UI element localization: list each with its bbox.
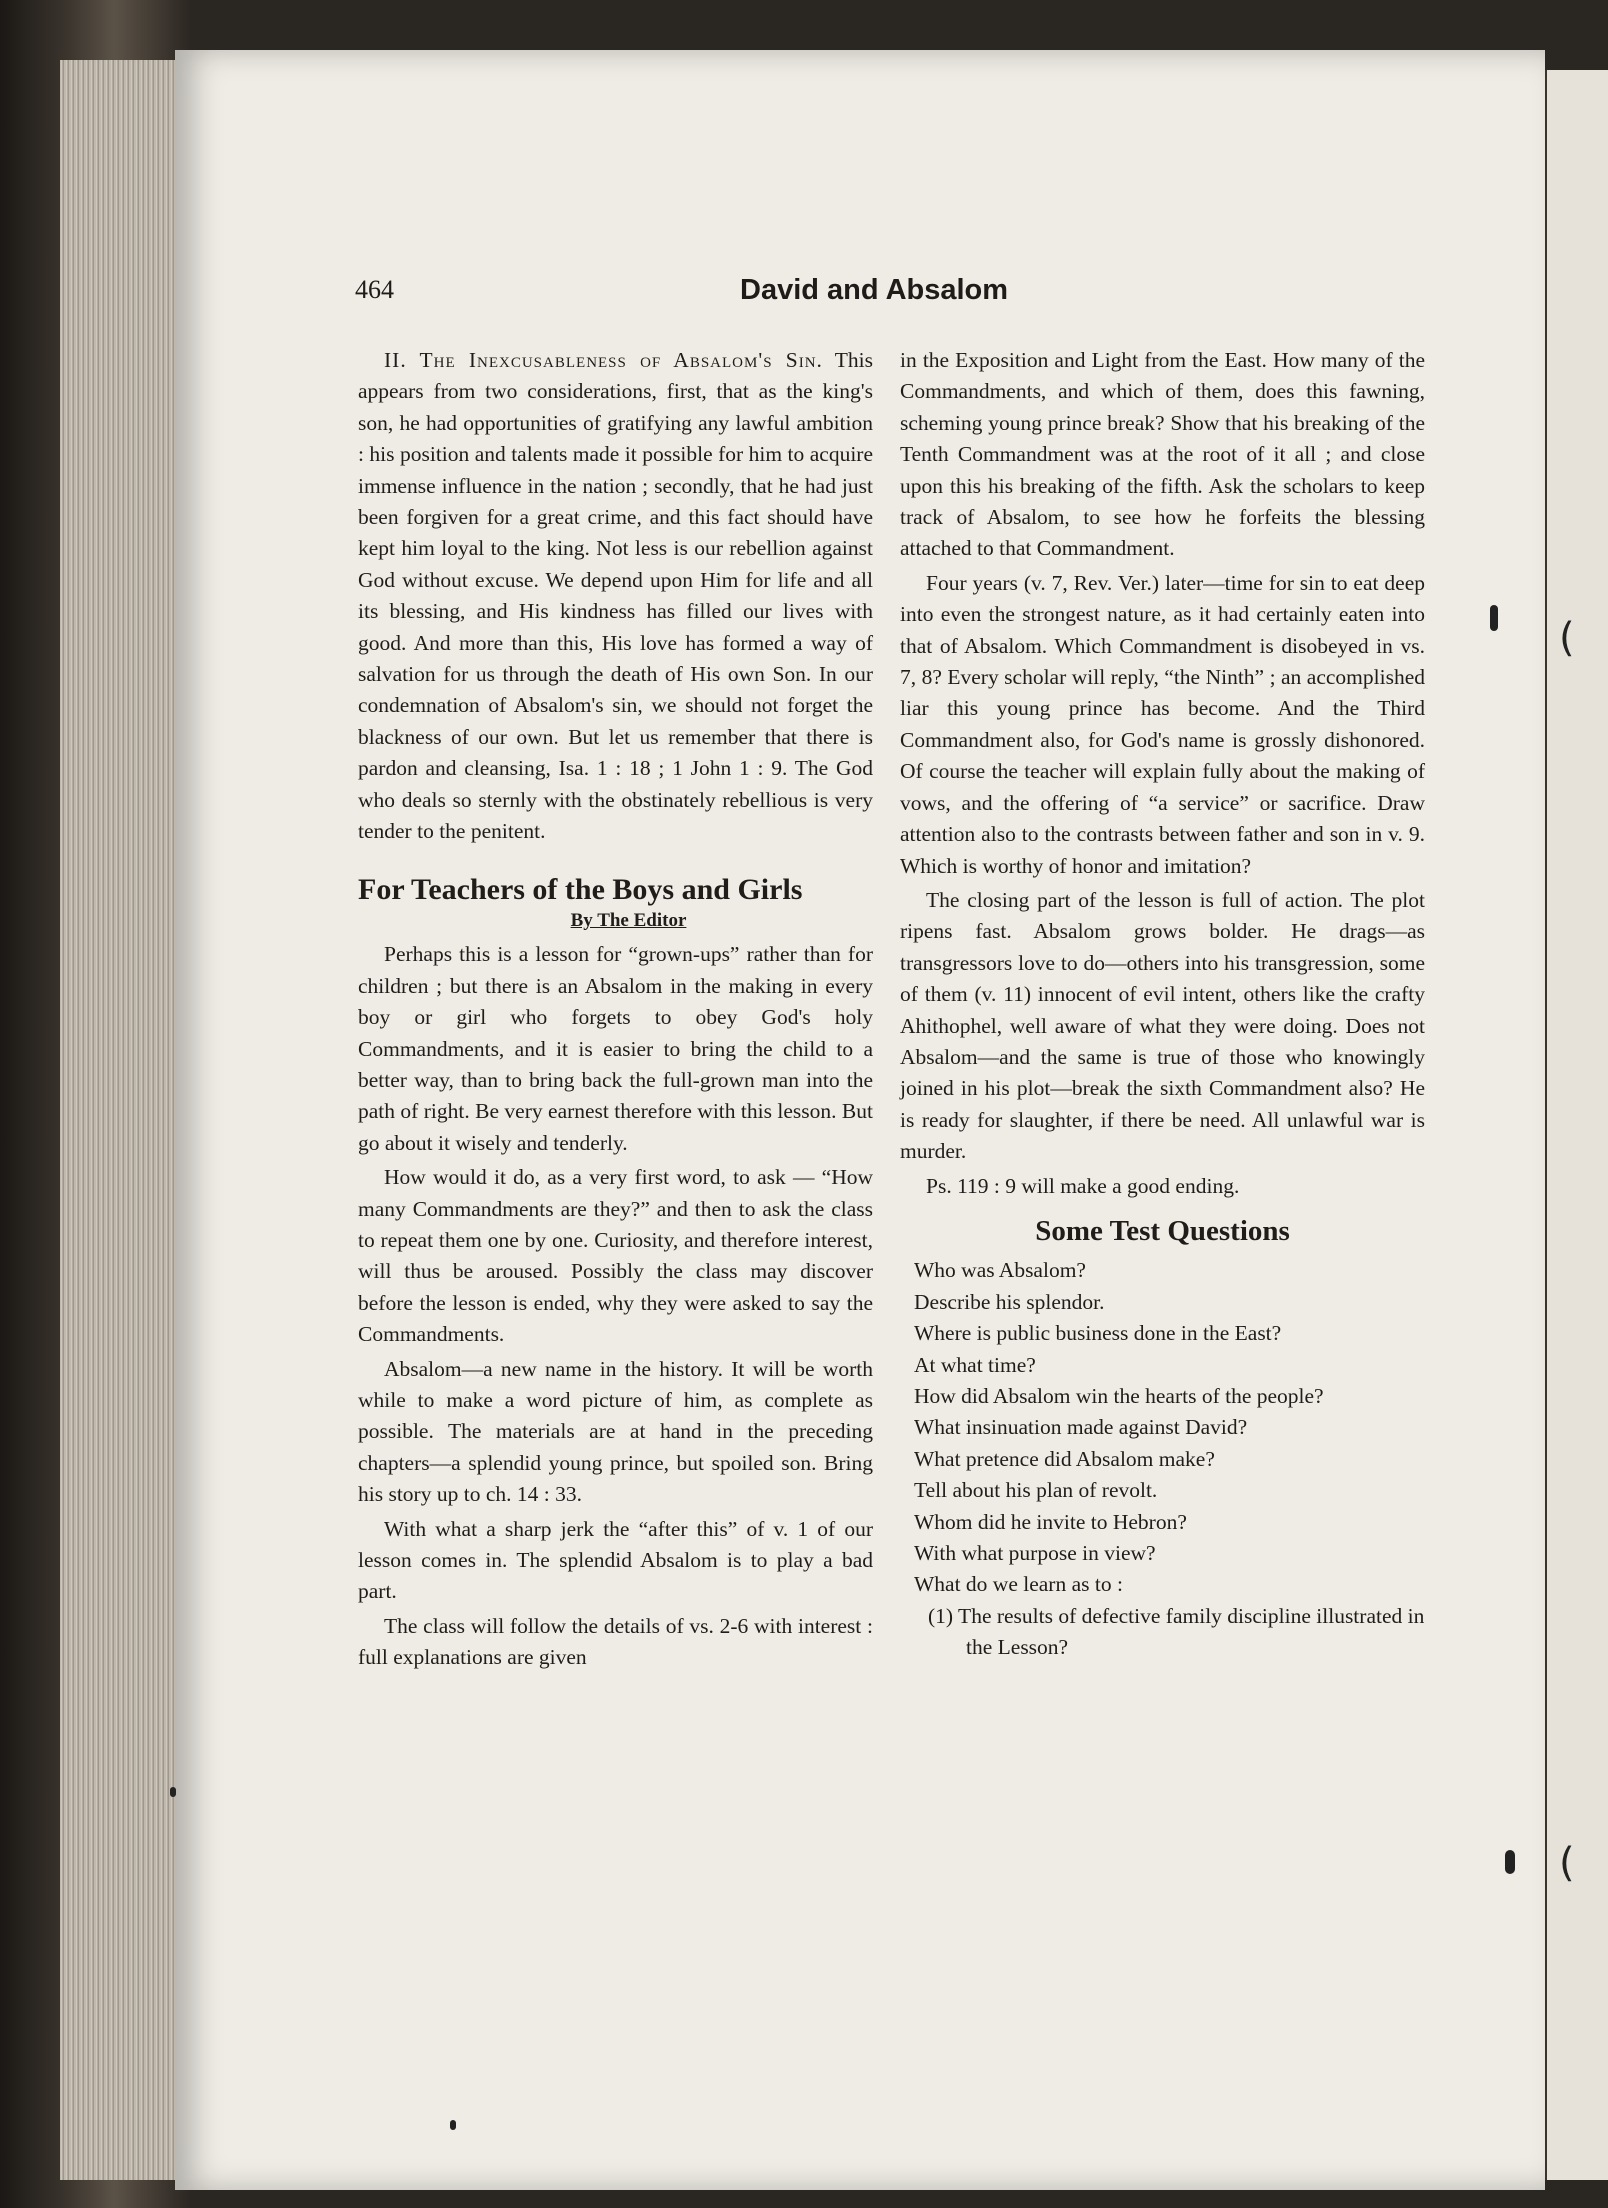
question-item: What insinuation made against David? <box>914 1415 1248 1440</box>
running-title: David and Absalom <box>740 274 1009 306</box>
section-label: II. The Inexcusableness of Absalom's Sin. <box>384 348 823 372</box>
section-paragraph <box>358 345 873 848</box>
left-column <box>358 345 873 1677</box>
body-paragraph: With what a sharp jerk the “after this” of v. 1 of our lesson comes in. The splendid Absalom is to play a bad part. <box>358 1516 873 1604</box>
question-item: Who was Absalom? <box>914 1258 1086 1283</box>
question-item: What do we learn as to : <box>914 1572 1123 1597</box>
byline: By The Editor <box>570 909 687 931</box>
body-paragraph: Ps. 119 : 9 will make a good ending. <box>926 1173 1240 1198</box>
question-item: What pretence did Absalom make? <box>914 1446 1215 1471</box>
ink-speck <box>170 1787 176 1797</box>
questions-heading: Some Test Questions <box>1035 1214 1290 1247</box>
facing-page-fragment: ( <box>1559 1840 1575 1886</box>
body-paragraph: in the Exposition and Light from the East. How many of the Commandments, and which of them, does this fawning, scheming young prince break? Show that his breaking of the Tenth Commandment was at the root of it all ; and close upon this his breaking of the fifth. Ask the scholars to keep track of Absalom, to see how he forfeits the blessing attached to that Commandment. <box>900 348 1425 561</box>
body-paragraph: Four years (v. 7, Rev. Ver.) later—time for sin to eat deep into even the strongest nature, as it had certainly eaten into that of Absalom. Which Commandment is disobeyed in vs. 7, 8? Every scholar will reply, “the Ninth” ; an accomplished liar this young prince has become. And the Third Commandment also, for God's name is grossly dishonored. Of course the teacher will explain fully about the making of vows, and the offering of “a service” or sacrifice. Draw attention also to the contrasts between father and son in v. 9. Which is worthy of honor and imitation? <box>900 570 1425 878</box>
question-item: With what purpose in view? <box>914 1541 1156 1566</box>
sub-question-item: (1) The results of defective family discipline illustrated in the Lesson? <box>928 1603 1425 1660</box>
question-item: Tell about his plan of revolt. <box>914 1478 1158 1503</box>
facing-page-fragment: ( <box>1559 615 1575 661</box>
section-text: This appears from two considerations, first, that as the king's son, he had opportunities of gratifying any lawful ambition : his position and talents made it possible for him to acquire immense influence in the nation ; secondly, that he had just been forgiven for a great crime, and this fact should have kept him loyal to the king. Not less is our rebellion against God without excuse. We depend upon Him for life and all its blessing, and His kindness has filled our lives with good. And more than this, His love has formed a way of salvation for us through the death of His own Son. In our condemnation of Absalom's sin, we should not forget the blackness of our own. But let us remember that there is pardon and cleansing, Isa. 1 : 18 ; 1 John 1 : 9. The God who deals so sternly with the obstinately rebellious is very tender to the penitent. <box>358 348 873 844</box>
question-item: At what time? <box>914 1352 1036 1377</box>
ink-speck <box>450 2120 456 2130</box>
question-item: Describe his splendor. <box>914 1289 1105 1314</box>
body-paragraph: Perhaps this is a lesson for “grown-ups” rather than for children ; but there is an Absalom in the making in every boy or girl who forgets to obey God's holy Commandments, and it is easier to bring the child to a better way, than to bring back the full-grown man into the path of right. Be very earnest therefore with this lesson. But go about it wisely and tenderly. <box>358 942 873 1155</box>
page-number: 464 <box>355 275 394 304</box>
facing-page-edge <box>1545 70 1608 2180</box>
questions-list <box>900 1255 1425 1663</box>
ink-mark <box>1505 1850 1515 1874</box>
body-paragraph: How would it do, as a very first word, to ask — “How many Commandments are they?” and then to ask the class to repeat them one by one. Curiosity, and therefore interest, will thus be aroused. Possibly the class may discover before the lesson is ended, why they were asked to say the Commandments. <box>358 1165 873 1347</box>
body-paragraph: The class will follow the details of vs. 2-6 with interest : full explanations are given <box>358 1613 873 1670</box>
ink-mark <box>1490 605 1498 631</box>
body-paragraph: Absalom—a new name in the history. It will be worth while to make a word picture of him, as complete as possible. The materials are at hand in the preceding chapters—a splendid young prince, but spoiled son. Bring his story up to ch. 14 : 33. <box>358 1356 873 1507</box>
question-item: Where is public business done in the East? <box>914 1321 1282 1346</box>
right-column <box>900 345 1425 1664</box>
question-item: How did Absalom win the hearts of the people? <box>914 1384 1324 1408</box>
section-heading: For Teachers of the Boys and Girls <box>358 872 803 906</box>
question-item: Whom did he invite to Hebron? <box>914 1509 1187 1534</box>
page-edges <box>60 60 190 2180</box>
body-paragraph: The closing part of the lesson is full of action. The plot ripens fast. Absalom grows bolder. He drags—as transgressors love to do—others into his transgression, some of them (v. 11) innocent of evil intent, others like the crafty Ahithophel, well aware of what they were doing. Does not Absalom—and the same is true of those who knowingly joined in his plot—break the sixth Commandment also? He is ready for slaughter, if there be need. All unlawful war is murder. <box>900 887 1425 1164</box>
